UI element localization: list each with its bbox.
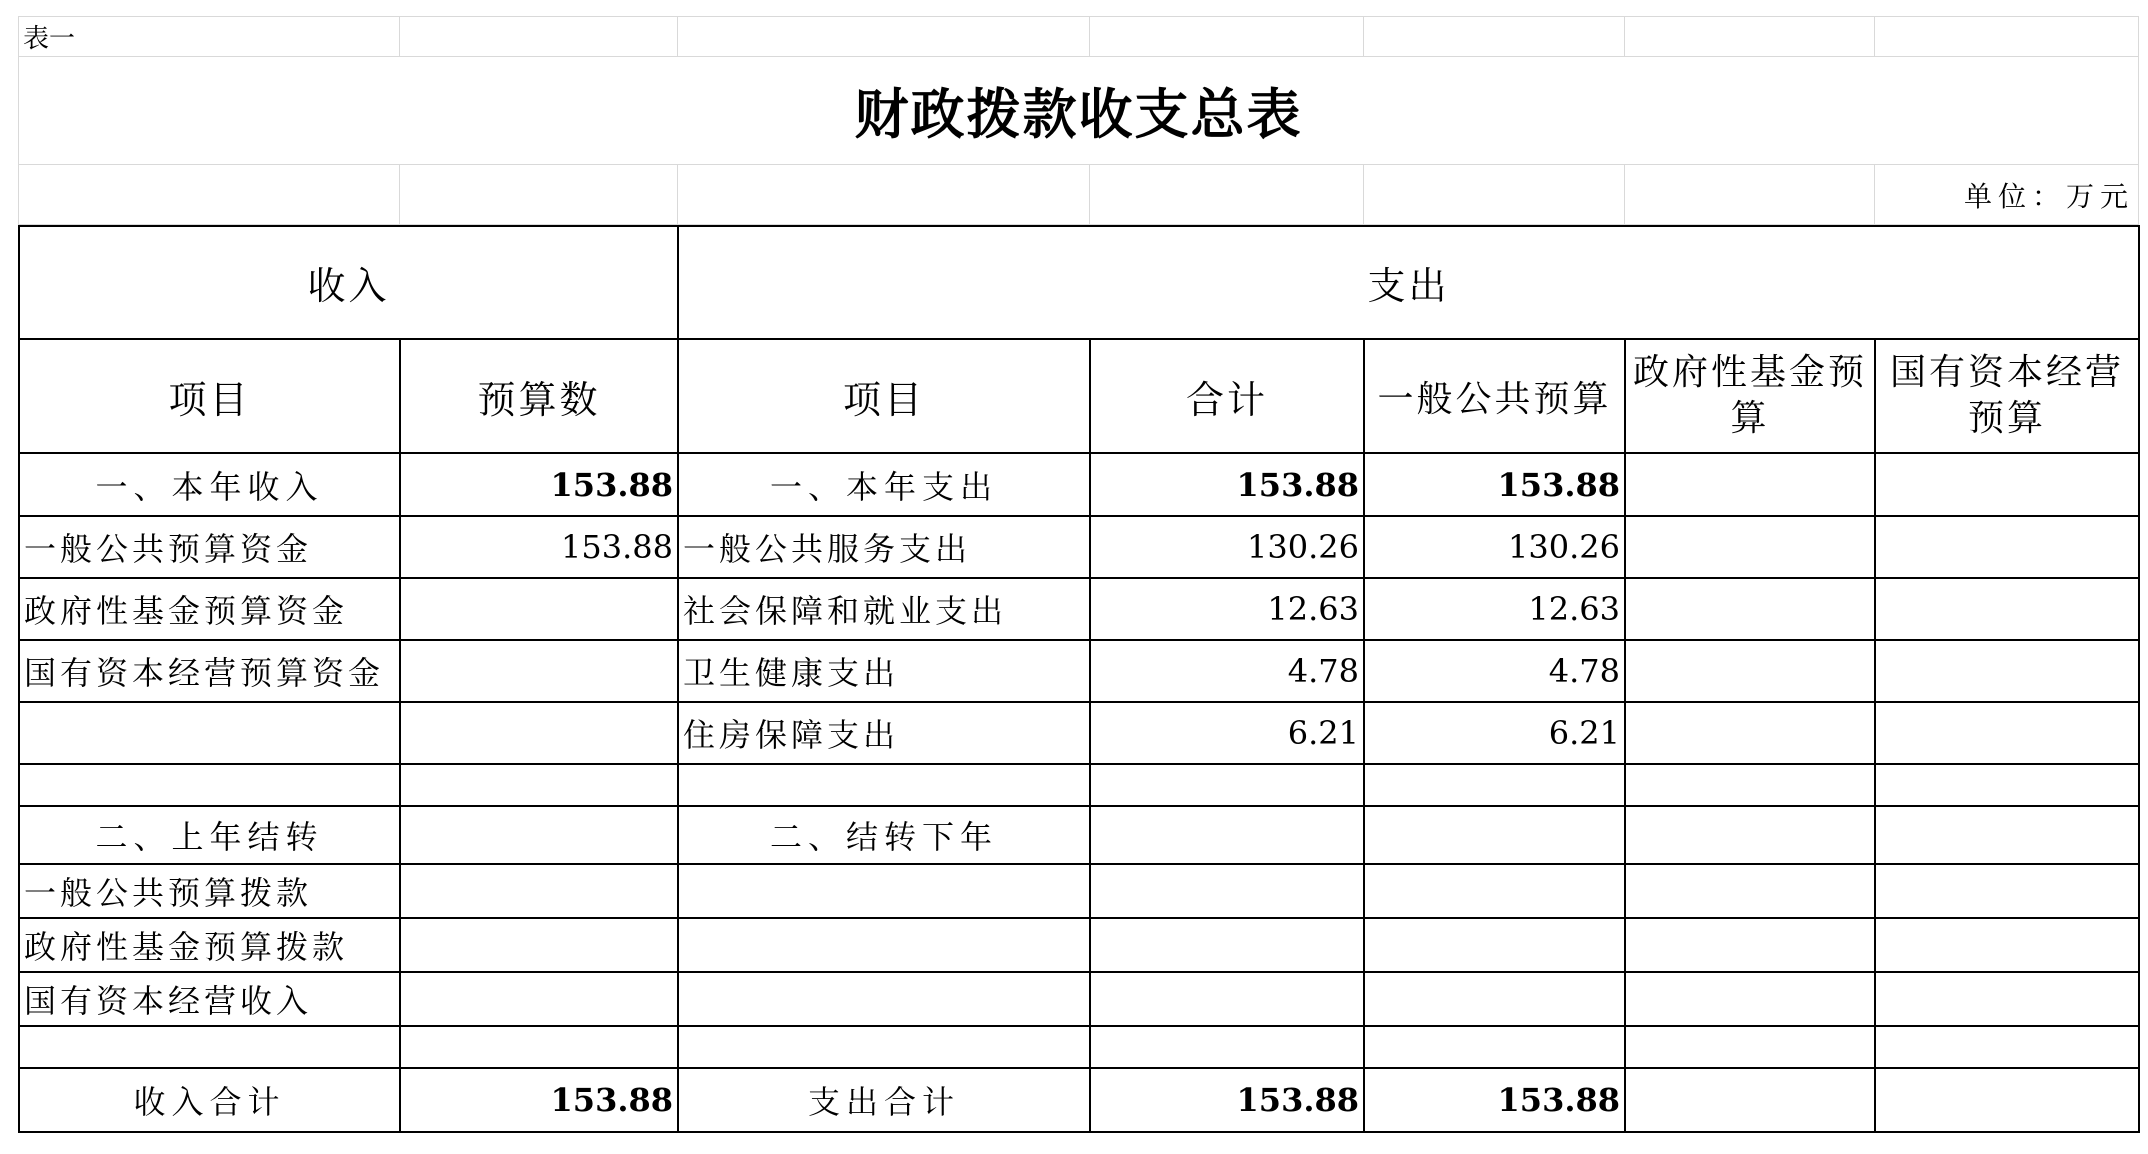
state-budget-cell[interactable] xyxy=(1875,453,2139,516)
state-budget-cell[interactable] xyxy=(1875,516,2139,578)
general-budget-cell[interactable]: 130.26 xyxy=(1364,516,1625,578)
fund-budget-cell[interactable] xyxy=(1625,864,1875,918)
col-state-capital-budget[interactable]: 国有资本经营预算 xyxy=(1875,339,2139,453)
total-cell[interactable]: 153.88 xyxy=(1090,1068,1364,1132)
state-budget-cell[interactable] xyxy=(1875,640,2139,702)
income-header[interactable]: 收入 xyxy=(19,226,678,339)
state-budget-cell[interactable] xyxy=(1875,972,2139,1026)
income-value-cell[interactable]: 153.88 xyxy=(400,516,678,578)
total-cell[interactable]: 153.88 xyxy=(1090,453,1364,516)
income-value-cell[interactable] xyxy=(400,578,678,640)
expense-item-cell[interactable]: 一、本年支出 xyxy=(678,453,1090,516)
col-expense-item[interactable]: 项目 xyxy=(678,339,1090,453)
data-table xyxy=(18,225,2140,1133)
expense-item-cell[interactable] xyxy=(678,864,1090,918)
table-row xyxy=(19,864,2139,918)
column-header-row xyxy=(19,339,2139,453)
income-value-cell[interactable] xyxy=(400,1026,678,1068)
expense-item-cell[interactable]: 二、结转下年 xyxy=(678,806,1090,864)
table-body xyxy=(19,453,2139,1132)
fund-budget-cell[interactable] xyxy=(1625,516,1875,578)
income-value-cell[interactable]: 153.88 xyxy=(400,1068,678,1132)
table-row xyxy=(19,1026,2139,1068)
state-budget-cell[interactable] xyxy=(1875,864,2139,918)
group-header-row xyxy=(19,226,2139,339)
income-value-cell[interactable]: 153.88 xyxy=(400,453,678,516)
state-budget-cell[interactable] xyxy=(1875,1026,2139,1068)
spreadsheet xyxy=(18,16,2140,1133)
total-cell[interactable]: 6.21 xyxy=(1090,702,1364,764)
total-cell[interactable]: 12.63 xyxy=(1090,578,1364,640)
fund-budget-cell[interactable] xyxy=(1625,1068,1875,1132)
fund-budget-cell[interactable] xyxy=(1625,640,1875,702)
state-budget-cell[interactable] xyxy=(1875,702,2139,764)
income-item-cell[interactable] xyxy=(19,1026,400,1068)
expense-item-cell[interactable]: 一般公共服务支出 xyxy=(678,516,1090,578)
table-row xyxy=(19,516,2139,578)
income-value-cell[interactable] xyxy=(400,702,678,764)
budget-table xyxy=(18,16,2139,225)
total-cell[interactable] xyxy=(1090,764,1364,806)
table-row xyxy=(19,453,2139,516)
total-cell[interactable] xyxy=(1090,972,1364,1026)
col-income-item[interactable]: 项目 xyxy=(19,339,400,453)
income-item-cell[interactable]: 一、本年收入 xyxy=(19,453,400,516)
income-item-cell[interactable]: 国有资本经营预算资金 xyxy=(19,640,400,702)
table-row xyxy=(19,640,2139,702)
expense-item-cell[interactable] xyxy=(678,764,1090,806)
page-title[interactable]: 财政拨款收支总表 xyxy=(19,57,2139,165)
table-row xyxy=(19,702,2139,764)
unit-label[interactable]: 单位：万元 xyxy=(1875,165,2139,225)
col-income-budget[interactable]: 预算数 xyxy=(400,339,678,453)
total-cell[interactable] xyxy=(1090,918,1364,972)
fund-budget-cell[interactable] xyxy=(1625,578,1875,640)
total-cell[interactable]: 130.26 xyxy=(1090,516,1364,578)
state-budget-cell[interactable] xyxy=(1875,578,2139,640)
total-cell[interactable] xyxy=(1090,1026,1364,1068)
caption-row xyxy=(19,17,2139,57)
title-row xyxy=(19,57,2139,165)
income-item-cell[interactable]: 一般公共预算拨款 xyxy=(19,864,400,918)
table-row xyxy=(19,972,2139,1026)
general-budget-cell[interactable] xyxy=(1364,806,1625,864)
general-budget-cell[interactable]: 6.21 xyxy=(1364,702,1625,764)
col-general-budget[interactable]: 一般公共预算 xyxy=(1364,339,1625,453)
table-row xyxy=(19,578,2139,640)
general-budget-cell[interactable] xyxy=(1364,972,1625,1026)
general-budget-cell[interactable] xyxy=(1364,764,1625,806)
fund-budget-cell[interactable] xyxy=(1625,918,1875,972)
fund-budget-cell[interactable] xyxy=(1625,764,1875,806)
fund-budget-cell[interactable] xyxy=(1625,972,1875,1026)
income-value-cell[interactable] xyxy=(400,806,678,864)
income-item-cell[interactable]: 政府性基金预算拨款 xyxy=(19,918,400,972)
table-row xyxy=(19,764,2139,806)
income-item-cell[interactable]: 政府性基金预算资金 xyxy=(19,578,400,640)
income-item-cell[interactable]: 一般公共预算资金 xyxy=(19,516,400,578)
expense-item-cell[interactable]: 住房保障支出 xyxy=(678,702,1090,764)
state-budget-cell[interactable] xyxy=(1875,918,2139,972)
general-budget-cell[interactable] xyxy=(1364,864,1625,918)
income-value-cell[interactable] xyxy=(400,972,678,1026)
income-value-cell[interactable] xyxy=(400,864,678,918)
general-budget-cell[interactable]: 153.88 xyxy=(1364,1068,1625,1132)
general-budget-cell[interactable]: 4.78 xyxy=(1364,640,1625,702)
table-row xyxy=(19,918,2139,972)
table-row xyxy=(19,1068,2139,1132)
state-budget-cell[interactable] xyxy=(1875,1068,2139,1132)
income-item-cell[interactable]: 国有资本经营收入 xyxy=(19,972,400,1026)
state-budget-cell[interactable] xyxy=(1875,764,2139,806)
income-item-cell[interactable] xyxy=(19,702,400,764)
total-cell[interactable] xyxy=(1090,864,1364,918)
expense-item-cell[interactable] xyxy=(678,918,1090,972)
expense-item-cell[interactable]: 卫生健康支出 xyxy=(678,640,1090,702)
general-budget-cell[interactable]: 153.88 xyxy=(1364,453,1625,516)
income-value-cell[interactable] xyxy=(400,764,678,806)
fund-budget-cell[interactable] xyxy=(1625,702,1875,764)
income-item-cell[interactable] xyxy=(19,764,400,806)
income-item-cell[interactable]: 收入合计 xyxy=(19,1068,400,1132)
income-value-cell[interactable] xyxy=(400,918,678,972)
unit-row xyxy=(19,165,2139,225)
fund-budget-cell[interactable] xyxy=(1625,453,1875,516)
expense-item-cell[interactable] xyxy=(678,1026,1090,1068)
total-cell[interactable] xyxy=(1090,806,1364,864)
fund-budget-cell[interactable] xyxy=(1625,1026,1875,1068)
col-total[interactable]: 合计 xyxy=(1090,339,1364,453)
state-budget-cell[interactable] xyxy=(1875,806,2139,864)
total-cell[interactable]: 4.78 xyxy=(1090,640,1364,702)
expense-item-cell[interactable]: 支出合计 xyxy=(678,1068,1090,1132)
table-row xyxy=(19,806,2139,864)
general-budget-cell[interactable] xyxy=(1364,1026,1625,1068)
col-fund-budget[interactable]: 政府性基金预算 xyxy=(1625,339,1875,453)
general-budget-cell[interactable] xyxy=(1364,918,1625,972)
income-item-cell[interactable]: 二、上年结转 xyxy=(19,806,400,864)
table-caption[interactable]: 表一 xyxy=(19,17,400,57)
general-budget-cell[interactable]: 12.63 xyxy=(1364,578,1625,640)
fund-budget-cell[interactable] xyxy=(1625,806,1875,864)
expense-header[interactable]: 支出 xyxy=(678,226,2139,339)
expense-item-cell[interactable]: 社会保障和就业支出 xyxy=(678,578,1090,640)
income-value-cell[interactable] xyxy=(400,640,678,702)
expense-item-cell[interactable] xyxy=(678,972,1090,1026)
